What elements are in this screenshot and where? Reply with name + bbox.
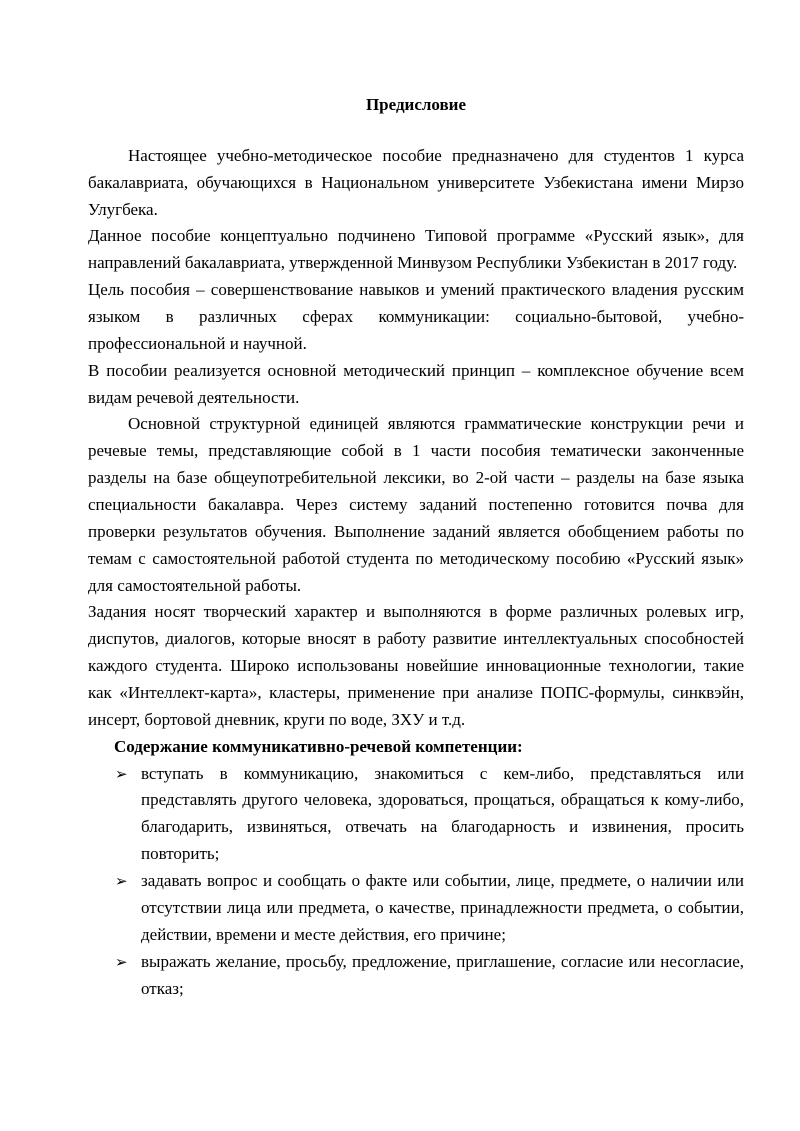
list-item [115, 949, 744, 1003]
bullet-text-communication: вступать в коммуникацию, знакомиться с кем-либо, представляться или представлять другого человека, здороваться, прощаться, обращаться к кому-либо, благодарить, извиняться, отвечать на благодарность и извинения, просить повторить; [141, 763, 744, 864]
paragraph-structure: Основной структурной единицей являются грамматические конструкции речи и речевые темы, представляющие собой в 1 части пособия тематически законченные разделы на базе общеупотребительной лексики, во 2-ой части – разделы на базе языка специальности бакалавра. Через систему заданий постепенно готовится почва для проверки результатов обучения. Выполнение заданий является обобщением работы по темам с самостоятельной работой студента по методическому пособию «Русский язык» для самостоятельной работы. [88, 414, 744, 595]
bullet-list [88, 761, 744, 1003]
bullet-text-wishes: выражать желание, просьбу, предложение, приглашение, согласие или несогласие, отказ; [141, 951, 744, 998]
paragraph-goal: Цель пособия – совершенствование навыков и умений практического владения русским языком в различных сферах коммуникации: социально-бытовой, учебно-профессиональной и научной. [88, 280, 744, 353]
section-heading-competence: Содержание коммуникативно-речевой компетенции: [114, 736, 523, 756]
paragraph-principle: В пособии реализуется основной методический принцип – комплексное обучение всем видам речевой деятельности. [88, 360, 744, 407]
paragraph-program: Данное пособие концептуально подчинено Типовой программе «Русский язык», для направлений бакалавриата, утвержденной Минвузом Республики Узбекистан в 2017 году. [88, 226, 744, 273]
paragraph-tasks: Задания носят творческий характер и выполняются в форме различных ролевых игр, диспутов, диалогов, которые вносят в работу развитие интеллектуальных способностей каждого студента. Широко использованы новейшие инновационные технологии, такие как «Интеллект-карта», кластеры, применение при анализе ПОПС-формулы, синквэйн, инсерт, бортовой дневник, круги по воде, ЗХУ и т.д. [88, 602, 744, 729]
paragraph-intro: Настоящее учебно-методическое пособие предназначено для студентов 1 курса бакалавриата, обучающихся в Национальном университете Узбекистана имени Мирзо Улугбека. [88, 145, 744, 219]
arrow-bullet-icon: ➢ [115, 764, 128, 783]
page-title: Предисловие [365, 95, 467, 114]
list-item [115, 868, 744, 949]
list-item [115, 761, 744, 868]
bullet-text-questions: задавать вопрос и сообщать о факте или событии, лице, предмете, о наличии или отсутствии лица или предмета, о качестве, принадлежности предмета, о событии, действии, времени и месте действия, его причине; [141, 871, 744, 944]
arrow-bullet-icon: ➢ [115, 872, 128, 891]
arrow-bullet-icon: ➢ [115, 952, 128, 971]
